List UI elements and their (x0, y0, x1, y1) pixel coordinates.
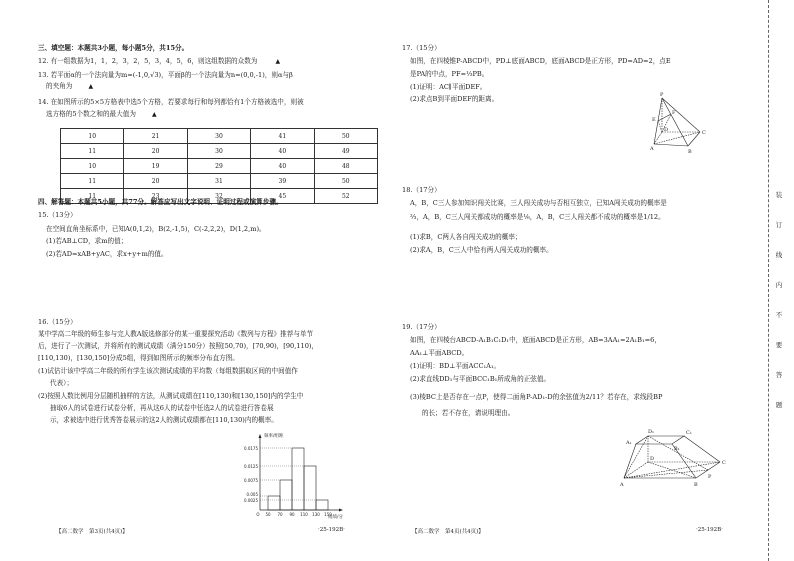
grid-cell: 49 (314, 144, 377, 159)
vertex-label: C₁ (686, 430, 692, 436)
footer-right-page-number: 【高二数学 第4页(共4页)】 (412, 529, 484, 535)
question-15-header: 15.（13分） (38, 211, 77, 219)
grid-cell: 23 (124, 189, 187, 204)
histogram-bars (268, 448, 328, 510)
binding-margin (748, 0, 794, 561)
grid-cell: 48 (314, 159, 377, 174)
answer-blank-marker: ▲ (275, 58, 281, 65)
question-18-part2: (2)求A，B，C三人中恰有两人闯关成功的概率。 (410, 246, 553, 254)
question-16-part2-cont2: 示，求被选中进行优秀答卷展示的这2人的测试成绩都在[110,130)内的概率。 (50, 416, 278, 424)
binding-notice: 装 订 线 内 不 要 答 题 (775, 191, 789, 409)
frustum-labels (620, 429, 726, 488)
xtick-label: 90 (289, 512, 295, 517)
vertex-label: F (672, 110, 676, 116)
question-19-line1: 如图，在四棱台ABCD-A₁B₁C₁D₁中，底面ABCD是正方形，AB=3AA₁=2A₁B₁=6， (410, 336, 661, 344)
question-19-part1: (1)证明：BD⊥平面ACC₁A₁。 (410, 362, 501, 370)
vertex-label: E (652, 117, 656, 123)
xtick-label: 70 (277, 512, 283, 517)
vertex-label: D (664, 127, 669, 133)
question-16-header: 16.（15分） (38, 318, 77, 326)
vertex-label: A (620, 482, 624, 488)
ytick-label: 0.0125 (244, 464, 258, 469)
histogram-gridlines (260, 448, 316, 500)
vertex-label: C (722, 460, 726, 466)
question-18-header: 18.（17分） (402, 186, 441, 194)
grid-cell: 50 (314, 174, 377, 189)
edge-BC (688, 132, 700, 146)
binding-line (768, 0, 769, 561)
grid-cell: 11 (61, 189, 124, 204)
grid-cell: 10 (61, 129, 124, 144)
vertex-label: C (702, 130, 706, 136)
question-15-stem: 在空间直角坐标系中，已知A(0,1,2)，B(2,-1,5)，C(-2,2,2)，D(1,2,m)。 (46, 225, 266, 233)
question-19-part3: (3)棱BC上是否存在一点P，使得二面角P-AD₁-D的余弦值为2/11？若存在，求线段BP (410, 393, 663, 401)
grid-cell: 32 (187, 189, 250, 204)
question-16-part2: (2)按照人数比例用分层随机抽样的方法，从测试成绩在[110,130)和[130,150]内的学生中 (38, 392, 304, 400)
question-16-part1: (1)试估计该中学高二年级的所有学生该次测试成绩的平均数（每组数据取区间的中间值作 (38, 367, 298, 375)
question-15-part1: (1)若AB⊥CD，求m的值； (46, 237, 128, 245)
grid-cell: 29 (187, 159, 250, 174)
question-14-text: 选方格的5个数之和的最大值为 (46, 110, 136, 118)
x-axis-arrow (339, 509, 343, 512)
question-12-text: 12. 有一组数据为1，1，2，3，2，5，3，4，5，6，则这组数据的众数为 (38, 57, 258, 65)
question-18-line1: A，B，C三人参加知识闯关比赛，三人闯关成功与否相互独立，已知A闯关成功的概率是 (410, 199, 667, 207)
diagonal-BD (648, 462, 696, 478)
answer-blank-marker: ▲ (152, 111, 157, 118)
grid-cell: 30 (187, 129, 250, 144)
section3-heading: 三、填空题：本题共3小题，每小题5分，共15分。 (38, 44, 189, 52)
question-13-text: 的夹角为 (46, 82, 73, 90)
frustum-edges (624, 436, 720, 478)
grid-cell: 21 (124, 129, 187, 144)
question-16-line1: 某中学高二年级的师生参与完人教A版选修部分的某一重要探究活动《数列与方程》推荐与单节 (38, 330, 314, 338)
edge-CC1 (684, 436, 720, 462)
grid-row (61, 144, 378, 159)
grid-cell: 11 (61, 144, 124, 159)
grid-cell: 39 (251, 174, 314, 189)
vertex-label: P (660, 92, 664, 98)
vertex-label: D (650, 456, 655, 462)
histogram-xticks (256, 512, 332, 517)
grid-cell: 11 (61, 174, 124, 189)
grid-cell: 50 (314, 129, 377, 144)
question-17-header: 17.（15分） (402, 44, 441, 52)
grid-cell: 30 (187, 144, 250, 159)
grid-cell: 31 (187, 174, 250, 189)
question-18-line2: ⅔，A，B，C三人闯关都成功的概率是⅙，A，B，C三人闯关都不成功的概率是1/12。 (410, 213, 665, 221)
grid-cell: 19 (124, 159, 187, 174)
question-18-part1: (1)求B，C两人各自闯关成功的概率； (410, 233, 522, 241)
grid-cell: 40 (251, 144, 314, 159)
question-12 (38, 57, 280, 66)
grid-row (61, 159, 378, 174)
frequency-histogram (228, 430, 358, 522)
vertex-label: D₁ (648, 429, 655, 435)
grid-cell: 41 (251, 129, 314, 144)
grid-cell: 20 (124, 144, 187, 159)
xtick-label: 150 (324, 512, 332, 517)
footer-left-code: ·25-192B· (318, 527, 345, 533)
grid-cell: 20 (124, 174, 187, 189)
histogram-bar (304, 466, 316, 510)
xtick-label: 130 (312, 512, 320, 517)
xtick-label: 110 (300, 512, 308, 517)
histogram-bar (280, 480, 292, 510)
vertex-label: P (708, 474, 712, 480)
question-16-line3: [110,130)，[130,150]分成5组，得到如图所示的频率分布直方图。 (38, 354, 239, 362)
grid-cell: 10 (61, 159, 124, 174)
ytick-label: 0.005 (246, 492, 258, 497)
ytick-label: 0.0175 (244, 446, 258, 451)
pyramid-edges (654, 98, 700, 146)
footer-left-page-number: 【高二数学 第3页(共4页)】 (56, 529, 128, 535)
question-16-part2-cont1: 抽取6人的试卷进行试卷分析，再从这6人的试卷中任选2人的试卷进行答卷展 (50, 404, 274, 412)
histogram-bar (292, 448, 304, 510)
frustum-figure (620, 422, 732, 488)
vertex-label: B₁ (674, 446, 680, 452)
histogram-bar (316, 500, 328, 510)
question-13-line1: 13. 若平面α的一个法向量为m=(-1,0,√3)，平面β的一个法向量为n=(0,0,-1)，则α与β (38, 71, 293, 79)
edge-AA1 (624, 444, 636, 478)
ytick-label: 0.0075 (244, 478, 258, 483)
question-17-line2: 是PA的中点，PF=⅓PB。 (410, 70, 489, 78)
question-17-part2: (2)求点B到平面DEF的距离。 (410, 95, 499, 103)
answer-blank-marker: ▲ (88, 83, 94, 90)
pyramid-figure (650, 90, 712, 156)
vertex-label: A₁ (626, 440, 632, 446)
histogram-bar (268, 496, 280, 510)
question-19-line2: AA₁⊥平面ABCD。 (410, 349, 469, 357)
edge-PB (662, 98, 688, 146)
grid-cell: 52 (314, 189, 377, 204)
question-19-part3-cont: 的长；若不存在，请说明理由。 (422, 409, 515, 417)
xtick-label: O (256, 512, 260, 517)
grid-row (61, 174, 378, 189)
vertex-label: B (694, 482, 698, 488)
question-17-line1: 如图，在四棱锥P-ABCD中，PD⊥底面ABCD，底面ABCD是正方形，PD=AD=2，点E (410, 57, 671, 65)
question-19-header: 19.（17分） (402, 323, 441, 331)
question-14-line1: 14. 在如图所示的5×5方格表中选5个方格，若要求每行和每列都恰有1个方格被选中，则被 (38, 98, 304, 106)
right-page (392, 0, 742, 561)
footer-right-code: ·25-192B· (696, 527, 723, 533)
vertex-label: A (650, 146, 654, 152)
question-15-part2: (2)若AD=xAB+yAC，求x+y+m的值。 (46, 250, 168, 258)
xtick-label: 50 (265, 512, 271, 517)
section4-heading: 四、解答题：本题共5小题，共77分。解答应写出文字说明、证明过程或演算步骤。 (38, 198, 283, 206)
histogram-yticks (244, 446, 258, 503)
histogram-xlabel: 成绩/分 (328, 515, 344, 520)
question-17-part1: (1)证明：AC∥平面DEF。 (410, 83, 487, 91)
edge-AC (654, 132, 700, 144)
edge-AB (654, 144, 688, 146)
number-grid-table (60, 128, 378, 204)
grid-cell: 40 (251, 159, 314, 174)
grid-row (61, 129, 378, 144)
histogram-ylabel: 频率/组距 (264, 434, 284, 439)
left-page (0, 0, 392, 561)
edge-DE (658, 121, 662, 132)
question-16-part1-cont: 代表）； (50, 379, 74, 387)
question-14-line2 (46, 110, 157, 119)
question-16-line2: 后，进行了一次测试，并将所有的测试成绩（满分150分）按照[50,70)，[70,90)，[90,110)， (38, 342, 319, 350)
y-axis-arrow (259, 434, 262, 438)
question-13-line2 (46, 82, 93, 91)
vertex-label: B (688, 149, 692, 155)
question-19-part2: (2)求直线DD₁与平面BCC₁B₁所成角的正弦值。 (410, 375, 551, 383)
ytick-label: 0.0025 (244, 498, 258, 503)
grid-cell: 45 (251, 189, 314, 204)
